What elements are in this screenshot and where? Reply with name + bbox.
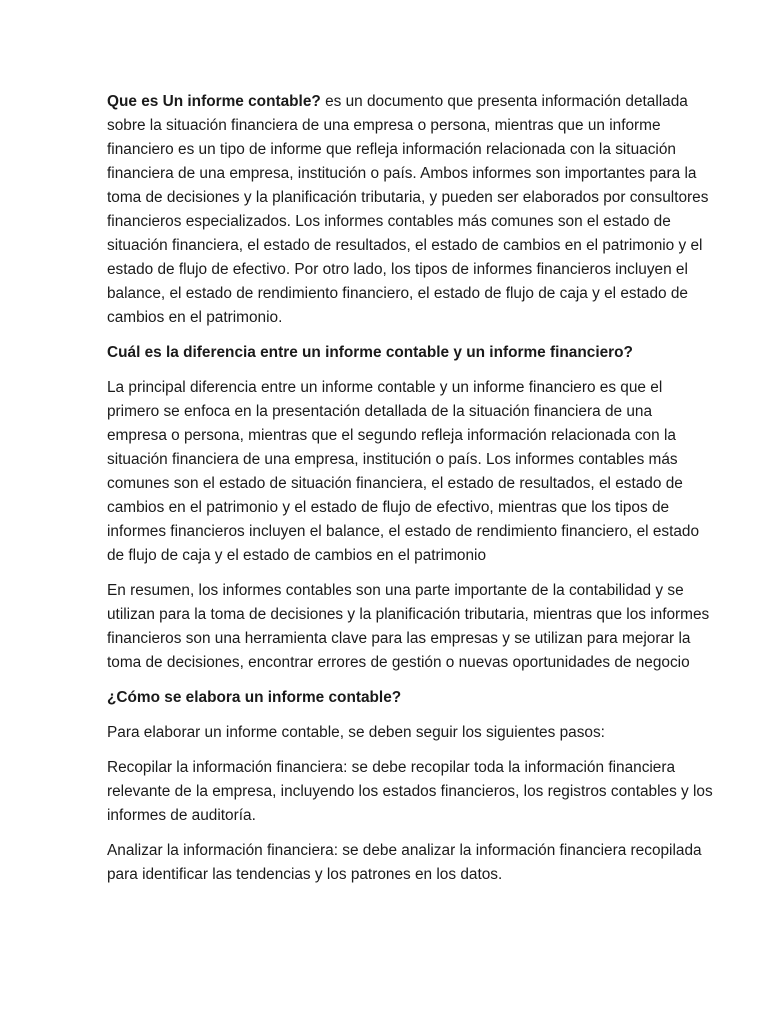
- paragraph-summary: En resumen, los informes contables son una parte importante de la contabilidad y se utilizan para la toma de decisiones y la planificación tributaria, mientras que los informes financieros son una herramienta clave para las empresas y se utilizan para mejorar la toma de decisiones, encontrar errores de gestión o nuevas oportunidades de negocio: [107, 582, 710, 671]
- paragraph-steps-intro: Para elaborar un informe contable, se deben seguir los siguientes pasos:: [107, 724, 605, 741]
- paragraph-step-analyze: Analizar la información financiera: se debe analizar la información financiera recopilada para identificar las tendencias y los patrones en los datos.: [107, 842, 702, 883]
- heading-difference: Cuál es la diferencia entre un informe contable y un informe financiero?: [107, 344, 633, 361]
- paragraph-difference: La principal diferencia entre un informe contable y un informe financiero es que el primero se enfoca en la presentación detallada de la situación financiera de una empresa o persona, mientras que el segundo refleja información relacionada con la situación financiera de una empresa, institución o país. Los informes contables más comunes son el estado de situación financiera, el estado de resultados, el estado de cambios en el patrimonio y el estado de flujo de efectivo, mientras que los tipos de informes financieros incluyen el balance, el estado de rendimiento financiero, el estado de flujo de caja y el estado de cambios en el patrimonio: [107, 379, 700, 564]
- document-body: [107, 90, 713, 898]
- intro-text: es un documento que presenta información detallada sobre la situación financiera de una empresa o persona, mientras que un informe financiero es un tipo de informe que refleja información relacionada con la situación financiera de una empresa, institución o país. Ambos informes son importantes para la toma de decisiones y la planificación tributaria, y pueden ser elaborados por consultores financieros especializados. Los informes contables más comunes son el estado de situación financiera, el estado de resultados, el estado de cambios en el patrimonio y el estado de flujo de efectivo. Por otro lado, los tipos de informes financieros incluyen el balance, el estado de rendimiento financiero, el estado de flujo de caja y el estado de cambios en el patrimonio.: [107, 93, 709, 326]
- heading-how: ¿Cómo se elabora un informe contable?: [107, 689, 402, 706]
- intro-paragraph: [107, 90, 713, 330]
- paragraph-step-collect: Recopilar la información financiera: se debe recopilar toda la información financiera relevante de la empresa, incluyendo los estados financieros, los registros contables y los informes de auditoría.: [107, 759, 713, 824]
- intro-bold-lead: Que es Un informe contable?: [107, 93, 321, 110]
